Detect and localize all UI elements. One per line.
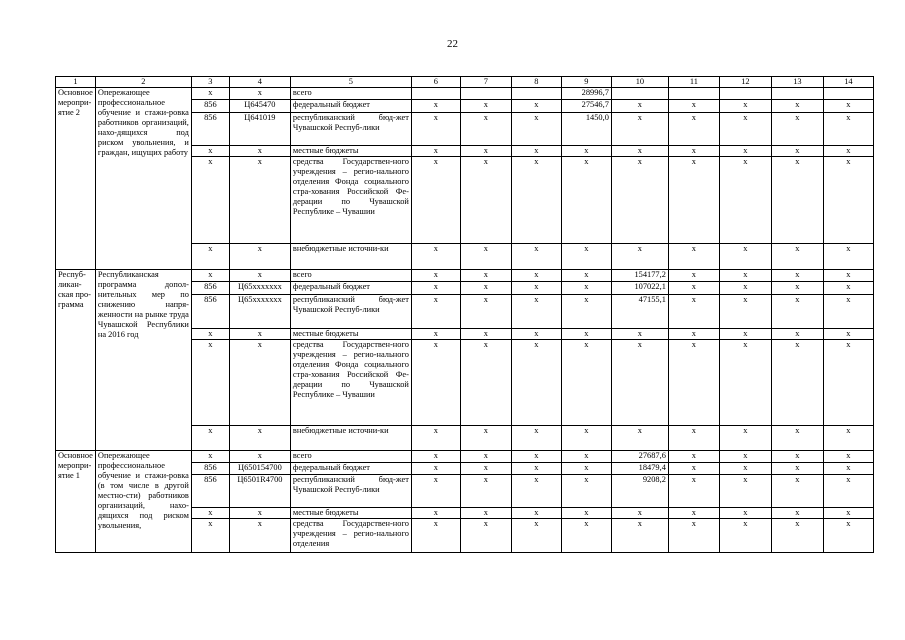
value-cell: х <box>823 475 873 508</box>
value-cell: х <box>611 113 668 146</box>
agency-code-cell: х <box>191 340 229 426</box>
value-cell: х <box>823 340 873 426</box>
value-cell: х <box>719 295 771 329</box>
value-cell: х <box>561 270 611 282</box>
column-header: 12 <box>719 77 771 88</box>
value-cell: х <box>561 282 611 295</box>
value-cell: х <box>668 282 719 295</box>
funding-source-cell: всего <box>290 88 411 100</box>
value-cell <box>460 88 511 100</box>
column-header: 3 <box>191 77 229 88</box>
budget-code-cell: х <box>229 451 290 463</box>
value-cell: х <box>511 340 561 426</box>
value-cell: х <box>668 113 719 146</box>
value-cell: х <box>771 340 823 426</box>
value-cell: х <box>771 157 823 244</box>
value-cell: х <box>561 146 611 157</box>
value-cell: х <box>771 100 823 113</box>
value-cell: 9208,2 <box>611 475 668 508</box>
value-cell: х <box>411 451 460 463</box>
value-cell: х <box>771 463 823 475</box>
budget-code-cell: Ц6501R4700 <box>229 475 290 508</box>
value-cell: х <box>460 475 511 508</box>
value-cell: х <box>561 463 611 475</box>
value-cell: х <box>511 244 561 270</box>
value-cell: х <box>611 146 668 157</box>
value-cell: х <box>823 270 873 282</box>
value-cell: х <box>719 157 771 244</box>
column-header: 13 <box>771 77 823 88</box>
value-cell: х <box>411 426 460 451</box>
value-cell: х <box>823 146 873 157</box>
value-cell <box>511 88 561 100</box>
value-cell: х <box>460 329 511 340</box>
value-cell <box>771 88 823 100</box>
value-cell: х <box>511 295 561 329</box>
funding-source-cell: внебюджетные источни-ки <box>290 244 411 270</box>
value-cell: х <box>411 146 460 157</box>
value-cell: х <box>668 519 719 553</box>
budget-code-cell: х <box>229 426 290 451</box>
value-cell: х <box>511 113 561 146</box>
value-cell: х <box>460 282 511 295</box>
agency-code-cell: х <box>191 157 229 244</box>
value-cell: х <box>719 244 771 270</box>
value-cell: х <box>460 340 511 426</box>
value-cell <box>411 88 460 100</box>
value-cell: х <box>460 451 511 463</box>
table-header-row <box>56 77 874 88</box>
value-cell: х <box>771 270 823 282</box>
value-cell: х <box>771 146 823 157</box>
value-cell: х <box>611 426 668 451</box>
value-cell: х <box>511 270 561 282</box>
value-cell: х <box>823 113 873 146</box>
column-header: 8 <box>511 77 561 88</box>
value-cell: х <box>460 244 511 270</box>
value-cell: х <box>719 329 771 340</box>
value-cell: х <box>719 475 771 508</box>
value-cell: х <box>411 100 460 113</box>
value-cell: х <box>511 426 561 451</box>
column-header: 10 <box>611 77 668 88</box>
funding-source-cell: средства Государствен-ного учреждения – регио-нального отделения Фонда социального стра-хования Российской Фе-дерации по Чувашской Республике – Чувашии <box>290 340 411 426</box>
value-cell: х <box>719 519 771 553</box>
value-cell: х <box>823 463 873 475</box>
table-row <box>56 451 874 463</box>
value-cell: х <box>823 282 873 295</box>
value-cell: х <box>411 244 460 270</box>
value-cell: х <box>511 463 561 475</box>
budget-code-cell: Ц650154700 <box>229 463 290 475</box>
value-cell: х <box>411 157 460 244</box>
funding-source-cell: местные бюджеты <box>290 146 411 157</box>
funding-source-cell: внебюджетные источни-ки <box>290 426 411 451</box>
agency-code-cell: х <box>191 426 229 451</box>
page-number: 22 <box>447 38 458 50</box>
value-cell: х <box>668 146 719 157</box>
value-cell: х <box>460 270 511 282</box>
value-cell: х <box>823 295 873 329</box>
value-cell: х <box>460 295 511 329</box>
value-cell: х <box>511 508 561 519</box>
value-cell: х <box>611 340 668 426</box>
budget-code-cell: х <box>229 519 290 553</box>
column-header: 9 <box>561 77 611 88</box>
value-cell: х <box>460 463 511 475</box>
value-cell: х <box>411 463 460 475</box>
agency-code-cell: 856 <box>191 282 229 295</box>
budget-code-cell: х <box>229 88 290 100</box>
value-cell: х <box>561 426 611 451</box>
value-cell: 107022,1 <box>611 282 668 295</box>
value-cell: х <box>719 426 771 451</box>
column-header: 5 <box>290 77 411 88</box>
agency-code-cell: 856 <box>191 100 229 113</box>
value-cell <box>823 88 873 100</box>
value-cell: х <box>511 100 561 113</box>
value-cell: х <box>823 329 873 340</box>
value-cell: х <box>561 475 611 508</box>
value-cell: х <box>668 157 719 244</box>
funding-source-cell: федеральный бюджет <box>290 100 411 113</box>
value-cell: х <box>668 270 719 282</box>
value-cell: х <box>511 475 561 508</box>
value-cell: х <box>411 329 460 340</box>
column-header: 2 <box>95 77 191 88</box>
value-cell: х <box>719 340 771 426</box>
column-header: 4 <box>229 77 290 88</box>
agency-code-cell: 856 <box>191 113 229 146</box>
value-cell: х <box>611 244 668 270</box>
value-cell: 18479,4 <box>611 463 668 475</box>
value-cell: х <box>611 508 668 519</box>
value-cell: х <box>719 451 771 463</box>
budget-code-cell: Ц641019 <box>229 113 290 146</box>
budget-code-cell: х <box>229 508 290 519</box>
funding-source-cell: республиканский бюд-жет Чувашской Респуб-лики <box>290 475 411 508</box>
value-cell: х <box>411 282 460 295</box>
value-cell: х <box>668 475 719 508</box>
value-cell: х <box>411 475 460 508</box>
agency-code-cell: х <box>191 146 229 157</box>
budget-code-cell: Ц65ххххххх <box>229 282 290 295</box>
program-type-cell: Основное меропри-ятие 1 <box>56 451 96 553</box>
value-cell: х <box>611 329 668 340</box>
value-cell: х <box>411 508 460 519</box>
value-cell: х <box>719 270 771 282</box>
value-cell: х <box>611 100 668 113</box>
budget-code-cell: х <box>229 340 290 426</box>
agency-code-cell: х <box>191 270 229 282</box>
funding-source-cell: республиканский бюд-жет Чувашской Респуб-лики <box>290 295 411 329</box>
funding-source-cell: республиканский бюд-жет Чувашской Респуб-лики <box>290 113 411 146</box>
agency-code-cell: 856 <box>191 295 229 329</box>
budget-code-cell: х <box>229 157 290 244</box>
funding-source-cell: всего <box>290 270 411 282</box>
agency-code-cell: х <box>191 329 229 340</box>
value-cell: х <box>719 282 771 295</box>
program-name-cell: Республиканская программа допол-нительных мер по снижению напря-женности на рынке труда Чувашской Республики на 2016 год <box>95 270 191 451</box>
value-cell: х <box>823 100 873 113</box>
value-cell: х <box>411 295 460 329</box>
budget-code-cell: Ц645470 <box>229 100 290 113</box>
value-cell: х <box>771 244 823 270</box>
value-cell: х <box>668 295 719 329</box>
funding-source-cell: всего <box>290 451 411 463</box>
budget-code-cell: х <box>229 329 290 340</box>
value-cell: х <box>668 244 719 270</box>
value-cell: х <box>823 244 873 270</box>
funding-source-cell: местные бюджеты <box>290 329 411 340</box>
value-cell: х <box>511 282 561 295</box>
value-cell: х <box>771 475 823 508</box>
value-cell <box>668 88 719 100</box>
value-cell: х <box>460 100 511 113</box>
value-cell: х <box>561 244 611 270</box>
value-cell: х <box>823 157 873 244</box>
value-cell: х <box>823 508 873 519</box>
value-cell: 154177,2 <box>611 270 668 282</box>
value-cell: х <box>771 329 823 340</box>
agency-code-cell: х <box>191 451 229 463</box>
value-cell: х <box>460 508 511 519</box>
funding-source-cell: средства Государствен-ного учреждения – регио-нального отделения <box>290 519 411 553</box>
value-cell: х <box>823 519 873 553</box>
value-cell: х <box>771 451 823 463</box>
funding-source-cell: местные бюджеты <box>290 508 411 519</box>
value-cell: х <box>511 146 561 157</box>
value-cell: х <box>511 329 561 340</box>
value-cell: х <box>561 157 611 244</box>
column-header: 11 <box>668 77 719 88</box>
value-cell: х <box>719 100 771 113</box>
value-cell: х <box>668 426 719 451</box>
value-cell: х <box>511 451 561 463</box>
value-cell: х <box>561 295 611 329</box>
funding-source-cell: средства Государствен-ного учреждения – регио-нального отделения Фонда социального стра-хования Российской Фе-дерации по Чувашской Республике – Чувашии <box>290 157 411 244</box>
program-name-cell: Опережающее профессиональное обучение и стажи-ровка работников организаций, нахо-дящихся под риском увольнения, и граждан, ищущих работу <box>95 88 191 270</box>
value-cell: х <box>771 519 823 553</box>
value-cell: х <box>411 519 460 553</box>
value-cell: х <box>668 508 719 519</box>
value-cell: х <box>823 451 873 463</box>
value-cell: х <box>771 113 823 146</box>
value-cell: х <box>771 426 823 451</box>
value-cell: х <box>719 113 771 146</box>
agency-code-cell: 856 <box>191 475 229 508</box>
funding-source-cell: федеральный бюджет <box>290 282 411 295</box>
value-cell: х <box>771 282 823 295</box>
value-cell: х <box>460 426 511 451</box>
value-cell: х <box>668 451 719 463</box>
value-cell: х <box>771 508 823 519</box>
agency-code-cell: х <box>191 244 229 270</box>
value-cell: х <box>511 519 561 553</box>
column-header: 7 <box>460 77 511 88</box>
column-header: 1 <box>56 77 96 88</box>
value-cell: х <box>611 157 668 244</box>
budget-code-cell: х <box>229 146 290 157</box>
column-header: 14 <box>823 77 873 88</box>
value-cell: х <box>411 113 460 146</box>
value-cell: х <box>611 519 668 553</box>
value-cell: х <box>561 329 611 340</box>
program-type-cell: Основное меропри-ятие 2 <box>56 88 96 270</box>
value-cell: х <box>561 519 611 553</box>
value-cell: х <box>561 340 611 426</box>
value-cell: х <box>460 157 511 244</box>
program-type-cell: Респуб-ликан-ская про-грамма <box>56 270 96 451</box>
column-header: 6 <box>411 77 460 88</box>
value-cell: х <box>668 463 719 475</box>
value-cell: 27687,6 <box>611 451 668 463</box>
value-cell: х <box>561 508 611 519</box>
funding-source-cell: федеральный бюджет <box>290 463 411 475</box>
budget-code-cell: х <box>229 244 290 270</box>
value-cell: х <box>411 340 460 426</box>
value-cell: х <box>668 340 719 426</box>
budget-code-cell: Ц65ххххххх <box>229 295 290 329</box>
value-cell: х <box>460 113 511 146</box>
agency-code-cell: 856 <box>191 463 229 475</box>
agency-code-cell: х <box>191 88 229 100</box>
value-cell <box>719 88 771 100</box>
value-cell: х <box>460 519 511 553</box>
value-cell: х <box>511 157 561 244</box>
value-cell: 1450,0 <box>561 113 611 146</box>
table-row <box>56 88 874 100</box>
value-cell: х <box>823 426 873 451</box>
table-row <box>56 270 874 282</box>
program-name-cell: Опережающее профессиональное обучение и стажи-ровка (в том числе в другой местно-сти) работников организаций, нахо-дящихся под риском увольнения, <box>95 451 191 553</box>
agency-code-cell: х <box>191 519 229 553</box>
value-cell: х <box>771 295 823 329</box>
value-cell: 27546,7 <box>561 100 611 113</box>
value-cell: 28996,7 <box>561 88 611 100</box>
value-cell <box>611 88 668 100</box>
budget-code-cell: х <box>229 270 290 282</box>
value-cell: х <box>719 508 771 519</box>
value-cell: х <box>411 270 460 282</box>
value-cell: х <box>668 100 719 113</box>
value-cell: х <box>668 329 719 340</box>
agency-code-cell: х <box>191 508 229 519</box>
value-cell: х <box>561 451 611 463</box>
value-cell: 47155,1 <box>611 295 668 329</box>
budget-table <box>55 76 874 553</box>
value-cell: х <box>719 146 771 157</box>
value-cell: х <box>460 146 511 157</box>
value-cell: х <box>719 463 771 475</box>
